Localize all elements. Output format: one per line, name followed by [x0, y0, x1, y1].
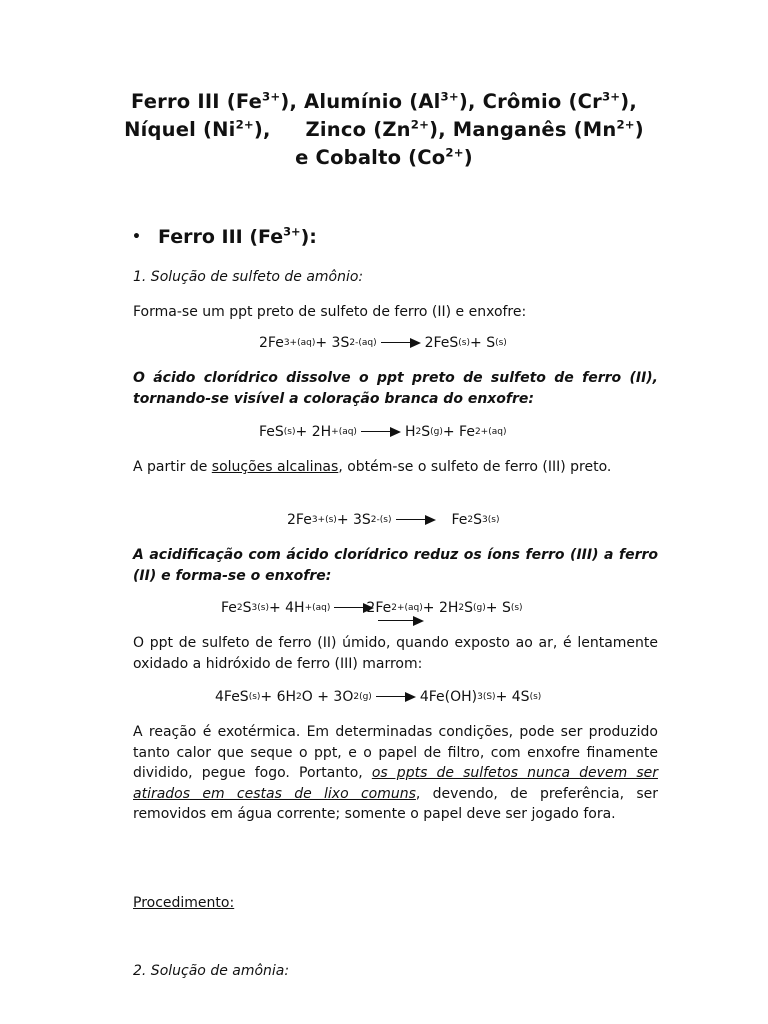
underlined-warning: os ppts de sulfetos nunca devem ser atirados em cestas de lixo comuns	[133, 765, 658, 802]
paragraph-6: A reação é exotérmica. Em determinadas condições, pode ser produzido tanto calor que seque o ppt, e o papel de filtro, com enxofre finamente dividido, pegue fogo. Portanto, os ppts de sulfetos nunca devem ser atirados em cestas de lixo comuns, devendo, de preferência, ser removidos em água corrente; somente o papel deve ser jogado fora.	[133, 724, 658, 822]
procedimento-heading: Procedimento:	[133, 895, 235, 911]
paragraph-2: O ácido clorídrico dissolve o ppt preto de sulfeto de ferro (II), tornando-se visível a coloração branca do enxofre:	[133, 370, 658, 407]
paragraph-5: O ppt de sulfeto de ferro (II) úmido, quando exposto ao ar, é lentamente oxidado a hidróxido de ferro (III) marrom:	[133, 635, 658, 672]
underlined-phrase: soluções alcalinas	[211, 459, 339, 475]
equation-2: FeS (s) + 2H + (aq) H 2 S (g) + Fe 2+ (aq)	[259, 424, 507, 440]
section-heading-ferro: • Ferro III $(Fe^{3+})$:	[132, 224, 317, 248]
item-2-heading: 2. Solução de amônia:	[133, 963, 290, 979]
reaction-arrow	[334, 603, 374, 613]
equation-3: 2Fe 3+ (s) + 3S 2- (s) Fe 2 S 3(s)	[287, 512, 500, 528]
title-line-1: Ferro III $(Fe^{3+})$, Alumínio $(Al^{3+})$, Crômio $(Cr^{3+})$,	[131, 89, 637, 113]
title-line-3: e Cobalto $(Co^{2+})$	[295, 145, 473, 169]
reaction-arrow	[376, 692, 416, 702]
equation-5: 4FeS (s) + 6H 2 O + 3O 2(g) 4Fe(OH) 3(S) + 4S (s)	[215, 689, 542, 705]
paragraph-4: A acidificação com ácido clorídrico reduz os íons ferro (III) a ferro (II) e forma-se o enxofre:	[133, 547, 658, 584]
reaction-arrow	[381, 338, 421, 348]
equation-4: Fe 2 S 3(s) + 4H + (aq) 2Fe 2+ (aq) + 2H 2 S (g) + S (s)	[221, 600, 523, 616]
bullet-marker: •	[132, 229, 141, 245]
document-title	[100, 88, 668, 172]
paragraph-1: Forma-se um ppt preto de sulfeto de ferro (II) e enxofre:	[133, 304, 527, 320]
item-1-heading: 1. Solução de sulfeto de amônio:	[133, 269, 364, 285]
title-line-2: Níquel $(Ni^{2+})$, Zinco $(Zn^{2+})$, Manganês $(Mn^{2+})$	[124, 117, 644, 141]
paragraph-3: A partir de soluções alcalinas, obtém-se o sulfeto de ferro (III) preto.	[133, 459, 612, 475]
reaction-arrow	[396, 515, 436, 525]
reaction-arrow-duplicate	[378, 616, 424, 626]
equation-1: 2Fe 3+ (aq) + 3S 2- (aq) 2FeS (s) + S (s)	[259, 335, 507, 351]
reaction-arrow	[361, 427, 401, 437]
